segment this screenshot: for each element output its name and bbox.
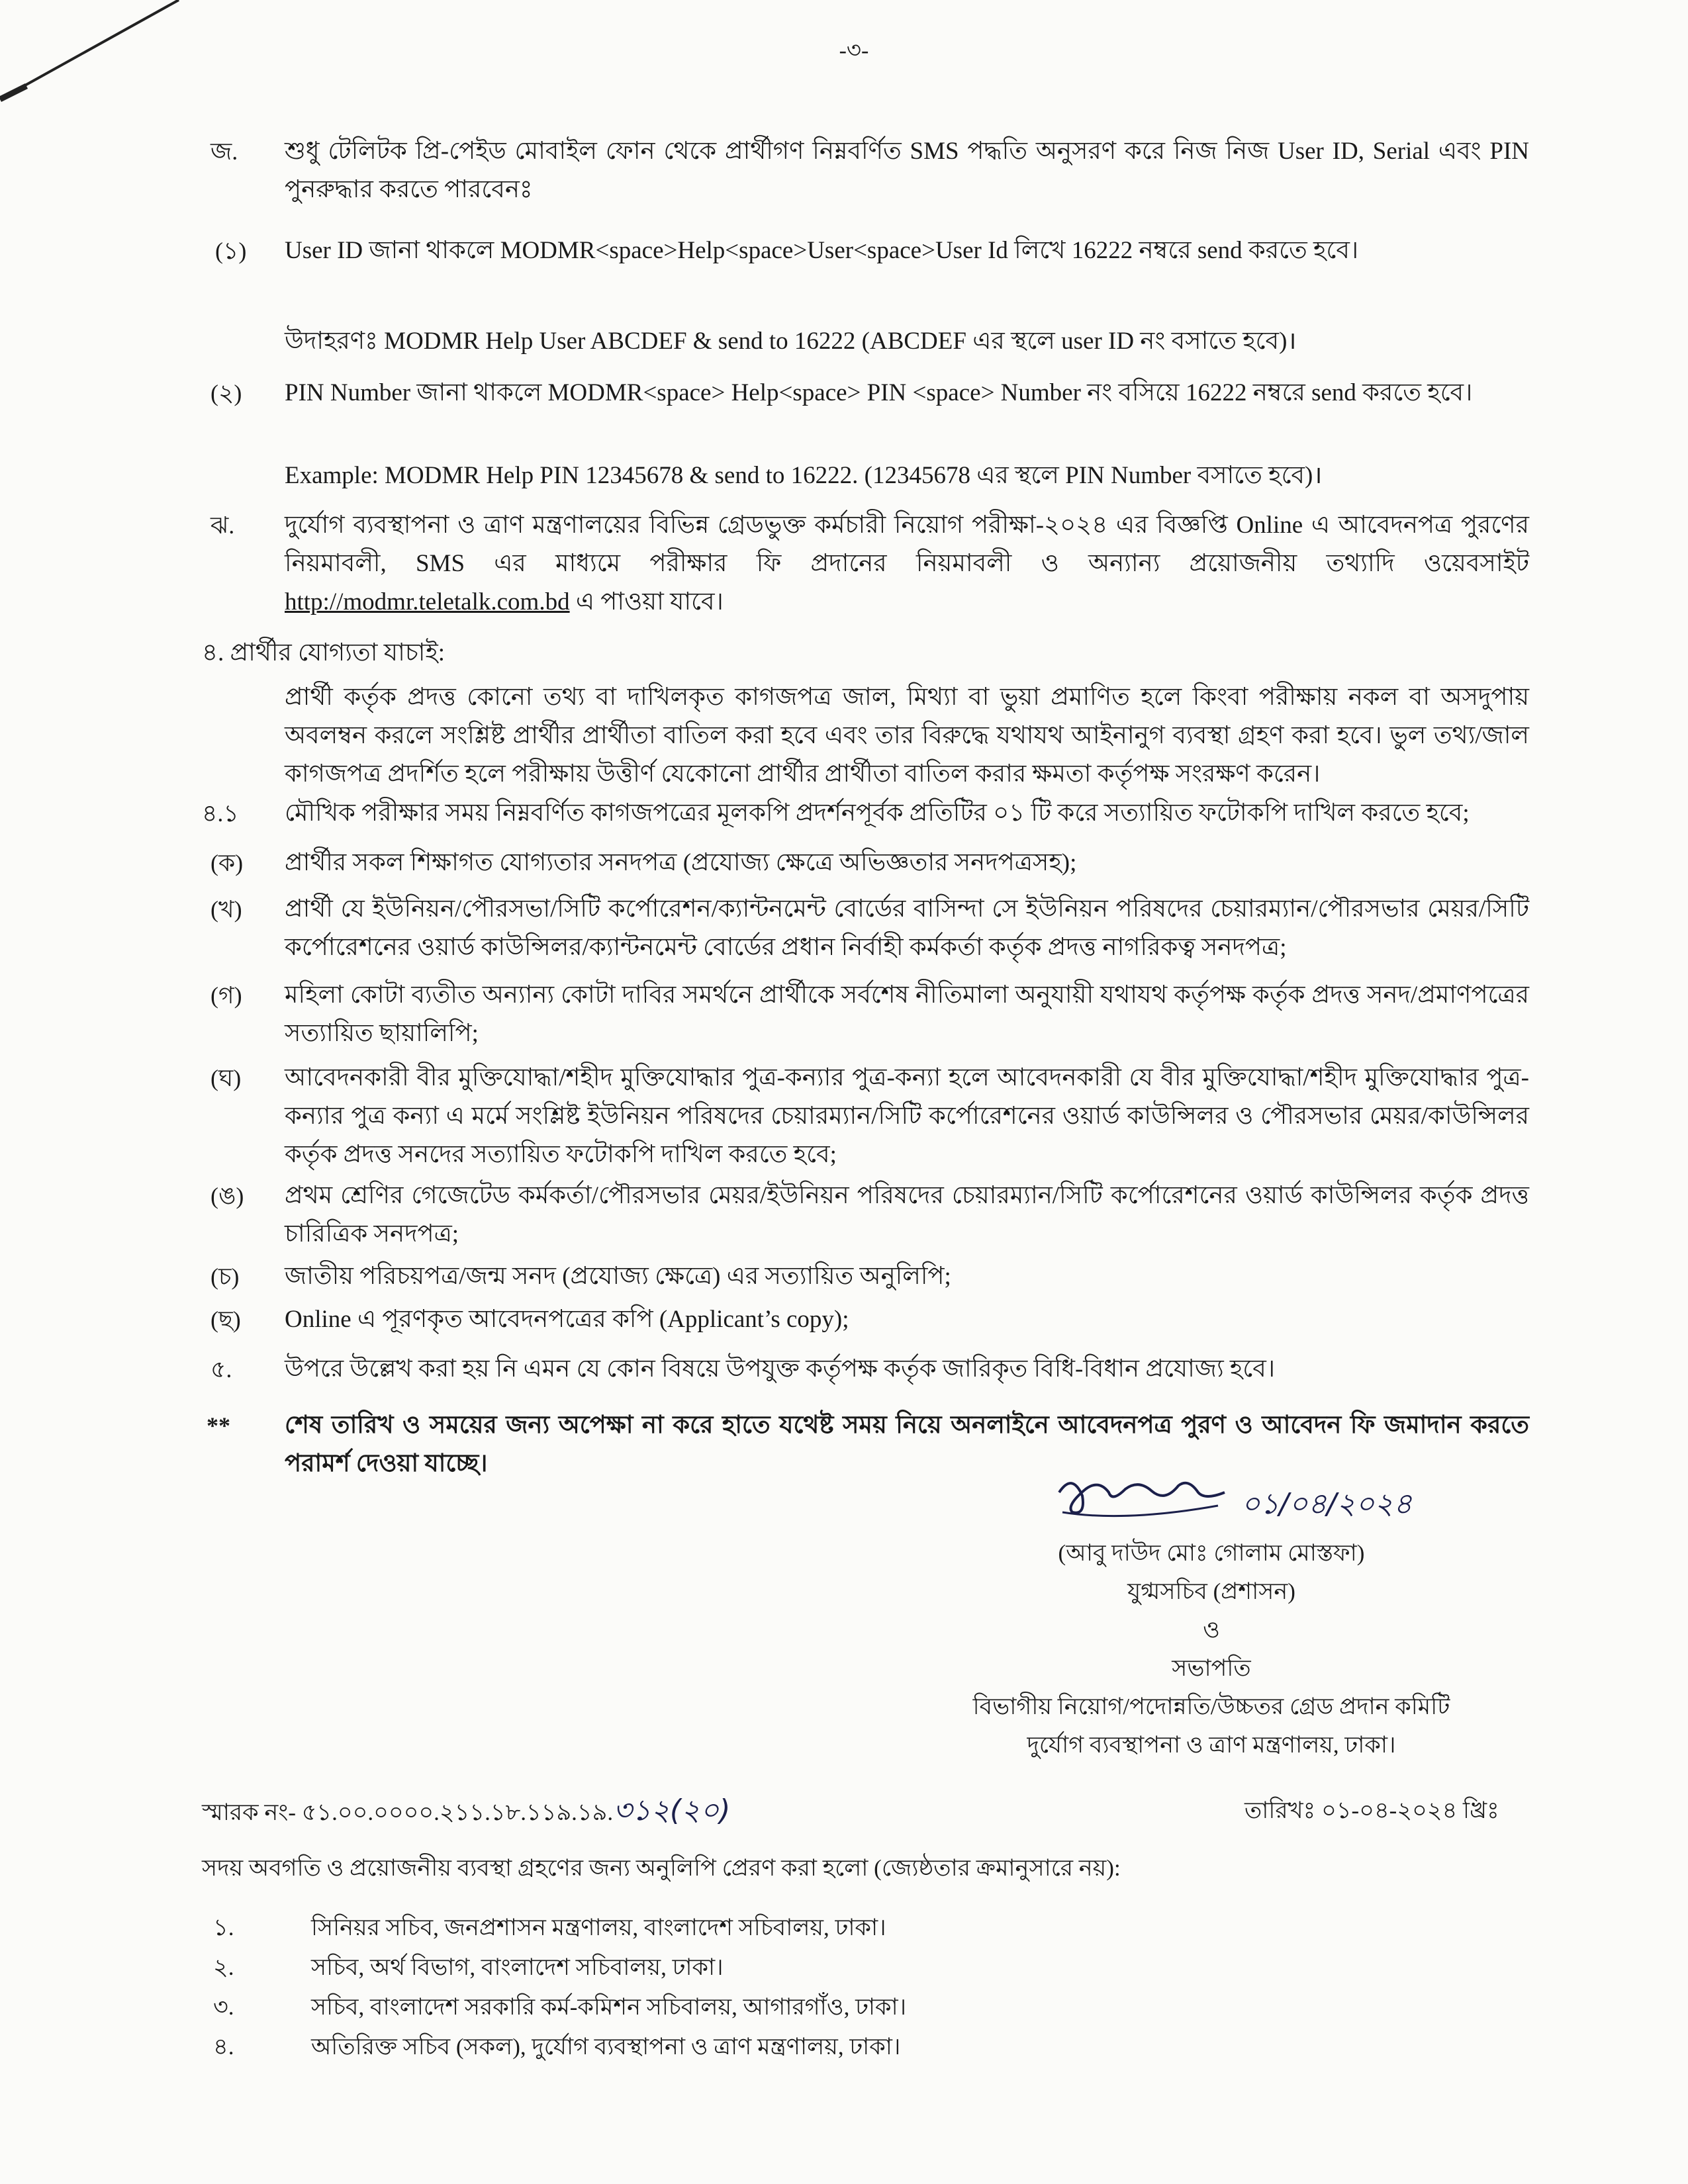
list-item-cha-label: (চ) bbox=[211, 1263, 240, 1290]
section-ja-sub2-text: PIN Number জানা থাকলে MODMR<space> Help<space> PIN <space> Number নং বসিয়ে 16222 নম্বরে send করতে হবে। bbox=[285, 379, 1473, 406]
section-jha-text bbox=[285, 506, 1529, 621]
section-5-label: ৫. bbox=[211, 1356, 232, 1383]
signatory-committee: বিভাগীয় নিয়োগ/পদোন্নতি/উচ্চতর গ্রেড প্রদান কমিটি bbox=[972, 1694, 1450, 1719]
distribution-number: ১. bbox=[213, 1915, 234, 1940]
section-ja-label: জ. bbox=[211, 138, 238, 165]
list-item-ga-text: মহিলা কোটা ব্যতীত অন্যান্য কোটা দাবির সমর্থনে প্রার্থীকে সর্বশেষ নীতিমালা অনুযায়ী যথাযথ কর্তৃপক্ষ কর্তৃক প্রদত্ত সনদ/প্রমাণপত্রের সত্যায়িত ছায়ালিপি; bbox=[285, 981, 1529, 1047]
distribution-recipient: অতিরিক্ত সচিব (সকল), দুর্যোগ ব্যবস্থাপনা ও ত্রাণ মন্ত্রণালয়, ঢাকা। bbox=[311, 2034, 901, 2060]
signatory-role: সভাপতি bbox=[1172, 1655, 1251, 1681]
list-item-chha-text: Online এ পূরণকৃত আবেদনপত্রের কপি (Applicant’s copy); bbox=[285, 1306, 849, 1333]
section-jha-after-link: এ পাওয়া যাবে। bbox=[569, 588, 724, 615]
memo-number bbox=[202, 1792, 730, 1831]
distribution-recipient: সচিব, অর্থ বিভাগ, বাংলাদেশ সচিবালয়, ঢাকা। bbox=[311, 1954, 724, 1980]
list-item-ka-text: প্রার্থীর সকল শিক্ষাগত যোগ্যতার সনদপত্র (প্রযোজ্য ক্ষেত্রে অভিজ্ঞতার সনদপত্রসহ); bbox=[285, 849, 1077, 876]
list-item-kha-text: প্রার্থী যে ইউনিয়ন/পৌরসভা/সিটি কর্পোরেশন/ক্যান্টনমেন্ট বোর্ডের বাসিন্দা সে ইউনিয়ন পরিষদের চেয়ারম্যান/পৌরসভার মেয়র/সিটি কর্পোরেশনের ওয়ার্ড কাউন্সিলর/ক্যান্টনমেন্ট বোর্ডের প্রধান নির্বাহী কর্মকর্তা কর্তৃক প্রদত্ত নাগরিকত্ব সনদপত্র; bbox=[285, 895, 1529, 961]
signatory-conjunction: ও bbox=[1203, 1617, 1220, 1643]
scan-corner-mark bbox=[0, 0, 185, 119]
distribution-recipient: সিনিয়র সচিব, জনপ্রশাসন মন্ত্রণালয়, বাংলাদেশ সচিবালয়, ঢাকা। bbox=[311, 1915, 886, 1940]
section-ja-sub1-label: (১) bbox=[215, 238, 247, 264]
list-item-uma-text: প্রথম শ্রেণির গেজেটেড কর্মকর্তা/পৌরসভার মেয়র/ইউনিয়ন পরিষদের চেয়ারম্যান/সিটি কর্পোরেশনের ওয়ার্ড কাউন্সিলর কর্তৃক প্রদত্ত চারিত্রিক সনদপত্র; bbox=[285, 1182, 1529, 1248]
section-4-text: প্রার্থী কর্তৃক প্রদত্ত কোনো তথ্য বা দাখিলকৃত কাগজপত্র জাল, মিথ্যা বা ভুয়া প্রমাণিত হলে কিংবা পরীক্ষায় নকল বা অসদুপায় অবলম্বন করলে সংশ্লিষ্ট প্রার্থীর প্রার্থীতা বাতিল করা হবে এবং তার বিরুদ্ধে যথাযথ আইনানুগ ব্যবস্থা গ্রহণ করা হবে। ভুল তথ্য/জাল কাগজপত্র প্রদর্শিত হলে পরীক্ষায় উত্তীর্ণ যেকোনো প্রার্থীর প্রার্থীতা বাতিল করার ক্ষমতা কর্তৃপক্ষ সংরক্ষণ করেন। bbox=[285, 684, 1529, 788]
section-ja-sub1-text: User ID জানা থাকলে MODMR<space>Help<space>User<space>User Id লিখে 16222 নম্বরে send করতে হবে। bbox=[285, 237, 1359, 264]
list-item-ka-label: (ক) bbox=[211, 850, 244, 876]
section-ja-sub2-label: (২) bbox=[211, 380, 242, 406]
note-text: শেষ তারিখ ও সময়ের জন্য অপেক্ষা না করে হাতে যথেষ্ট সময় নিয়ে অনলাইনে আবেদনপত্র পুরণ ও আবেদন ফি জমাদান করতে পরামর্শ দেওয়া যাচ্ছে। bbox=[285, 1412, 1529, 1477]
section-ja-text: শুধু টেলিটক প্রি-পেইড মোবাইল ফোন থেকে প্রার্থীগণ নিম্নবর্ণিত SMS পদ্ধতি অনুসরণ করে নিজ নিজ User ID, Serial এবং PIN পুনরুদ্ধার করতে পারবেনঃ bbox=[285, 138, 1529, 203]
signatory-name: (আবু দাউদ মোঃ গোলাম মোস্তফা) bbox=[1058, 1540, 1365, 1566]
memo-date: তারিখঃ ০১-০৪-২০২৪ খ্রিঃ bbox=[1244, 1797, 1499, 1823]
signatory-designation: যুগ্মসচিব (প্রশাসন) bbox=[1127, 1578, 1295, 1604]
section-ja-sub2-example: Example: MODMR Help PIN 12345678 & send to 16222. (12345678 এর স্থলে PIN Number বসাতে হবে)। bbox=[285, 462, 1323, 489]
distribution-number: ৪. bbox=[213, 2034, 234, 2060]
list-item-cha-text: জাতীয় পরিচয়পত্র/জন্ম সনদ (প্রযোজ্য ক্ষেত্রে) এর সত্যায়িত অনুলিপি; bbox=[285, 1263, 951, 1290]
list-item-gha-label: (ঘ) bbox=[211, 1065, 242, 1091]
signature-block bbox=[880, 1534, 1542, 1764]
distribution-number: ৩. bbox=[213, 1994, 234, 2020]
section-ja-sub1-example: উদাহরণঃ MODMR Help User ABCDEF & send to 16222 (ABCDEF এর স্থলে user ID নং বসাতে হবে)। bbox=[285, 328, 1297, 355]
list-item-kha-label: (খ) bbox=[211, 896, 242, 923]
signature-date: ০১/০৪/২০২৪ bbox=[1241, 1487, 1413, 1521]
signatory-ministry: দুর্যোগ ব্যবস্থাপনা ও ত্রাণ মন্ত্রণালয়, ঢাকা। bbox=[1027, 1732, 1396, 1758]
website-link[interactable]: http://modmr.teletalk.com.bd bbox=[285, 588, 570, 615]
distribution-intro: সদয় অবগতি ও প্রয়োজনীয় ব্যবস্থা গ্রহণের জন্য অনুলিপি প্রেরণ করা হলো (জ্যেষ্ঠতার ক্রমানুসারে নয়): bbox=[202, 1855, 1121, 1881]
section-4-heading: ৪. প্রার্থীর যোগ্যতা যাচাই: bbox=[202, 639, 445, 666]
distribution-number: ২. bbox=[213, 1954, 234, 1980]
memo-number-handwritten: ৩১২(২০) bbox=[613, 1794, 731, 1827]
section-4-1-text: মৌখিক পরীক্ষার সময় নিম্নবর্ণিত কাগজপত্রের মূলকপি প্রদর্শনপূর্বক প্রতিটির ০১ টি করে সত্যায়িত ফটোকপি দাখিল করতে হবে; bbox=[285, 799, 1470, 827]
distribution-recipient: সচিব, বাংলাদেশ সরকারি কর্ম-কমিশন সচিবালয়, আগারগাঁও, ঢাকা। bbox=[311, 1994, 907, 2020]
section-jha-body: দুর্যোগ ব্যবস্থাপনা ও ত্রাণ মন্ত্রণালয়ের বিভিন্ন গ্রেডভুক্ত কর্মচারী নিয়োগ পরীক্ষা-২০২৪ এর বিজ্ঞপ্তি Online এ আবেদনপত্র পুরণের নিয়মাবলী, SMS এর মাধ্যমে পরীক্ষার ফি প্রদানের নিয়মাবলী ও অন্যান্য প্রয়োজনীয় তথ্যাদি ওয়েবসাইট bbox=[285, 512, 1529, 577]
list-item-chha-label: (ছ) bbox=[211, 1306, 241, 1333]
section-5-text: উপরে উল্লেখ করা হয় নি এমন যে কোন বিষয়ে উপযুক্ত কর্তৃপক্ষ কর্তৃক জারিকৃত বিধি-বিধান প্রযোজ্য হবে। bbox=[285, 1355, 1276, 1383]
section-jha-label: ঝ. bbox=[211, 512, 235, 539]
list-item-ga-label: (গ) bbox=[211, 982, 242, 1009]
list-item-gha-text: আবেদনকারী বীর মুক্তিযোদ্ধা/শহীদ মুক্তিযোদ্ধার পুত্র-কন্যার পুত্র-কন্যা হলে আবেদনকারী যে বীর মুক্তিযোদ্ধা/শহীদ মুক্তিযোদ্ধার পুত্র-কন্যার পুত্র কন্যা এ মর্মে সংশ্লিষ্ট ইউনিয়ন পরিষদের চেয়ারম্যান/সিটি কর্পোরেশনের ওয়ার্ড কাউন্সিলর ও পৌরসভার মেয়র/কাউন্সিলর কর্তৃক প্রদত্ত সনদের সত্যায়িত ফটোকপি দাখিল করতে হবে; bbox=[285, 1064, 1529, 1168]
list-item-uma-label: (ঙ) bbox=[211, 1183, 244, 1209]
handwritten-signature bbox=[1046, 1466, 1417, 1545]
memo-number-printed: স্মারক নং- ৫১.০০.০০০০.২১১.১৮.১১৯.১৯. bbox=[202, 1799, 614, 1825]
page-number: -৩- bbox=[839, 38, 869, 63]
note-marker: ** bbox=[207, 1412, 230, 1439]
section-4-1-label: ৪.১ bbox=[202, 800, 239, 827]
